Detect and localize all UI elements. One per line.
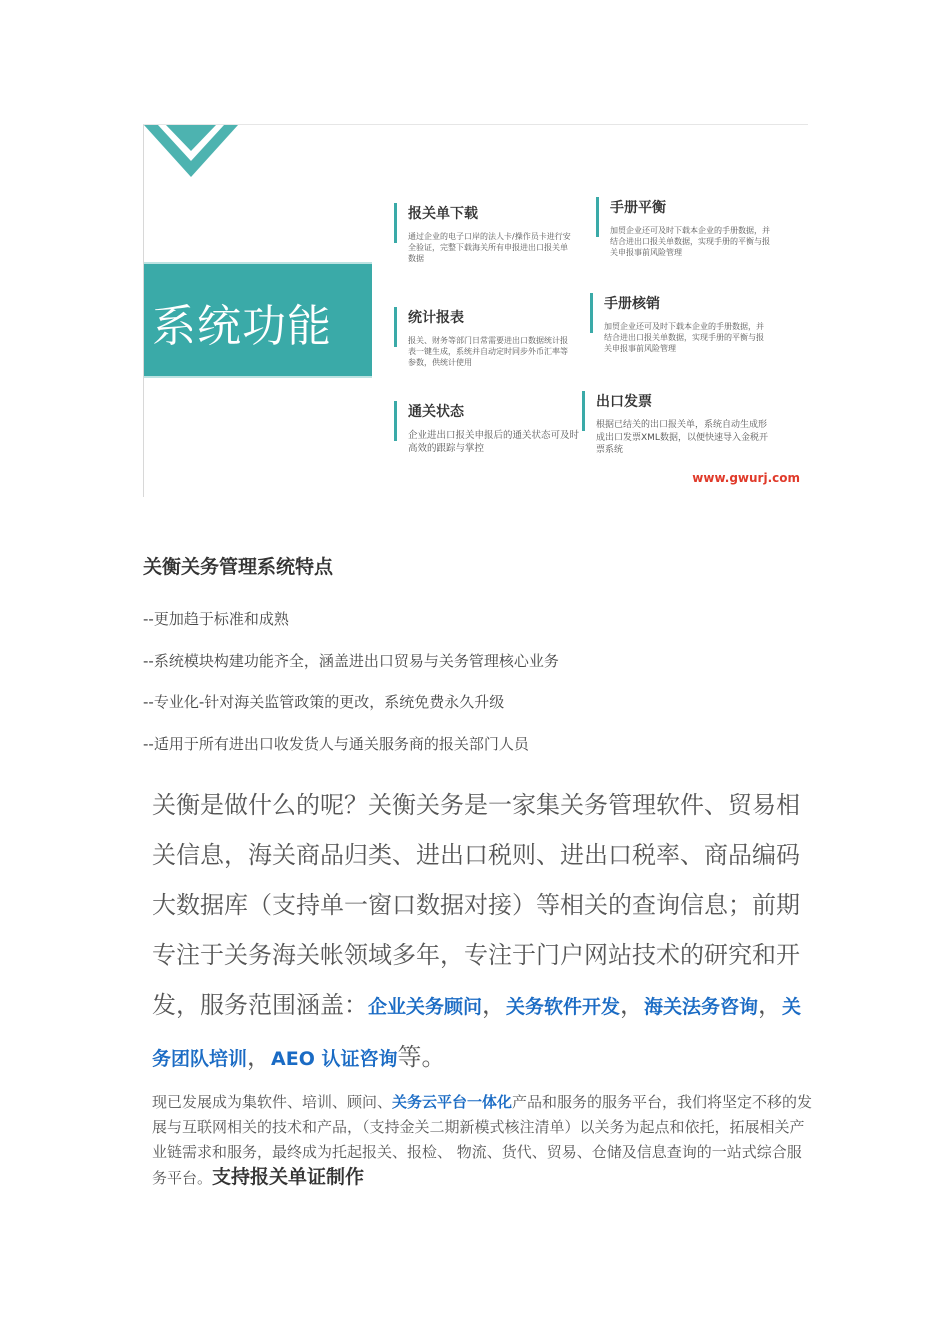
feature-heading-band: [144, 262, 372, 378]
list-item: --系统模块构建功能齐全，涵盖进出口贸易与关务管理核心业务: [143, 651, 559, 670]
separator: ，: [247, 1043, 272, 1071]
separator: ，: [758, 991, 783, 1019]
list-item: --专业化-针对海关监管政策的更改，系统免费永久升级: [143, 693, 505, 711]
service-link-training[interactable]: 关务团队培训: [152, 996, 802, 1070]
chevron-down-icon: [144, 125, 238, 181]
section-title: 关衡关务管理系统特点: [143, 556, 334, 578]
feature-item-title: 报关单下载: [408, 206, 478, 222]
feature-item-desc: 企业进出口报关申报后的通关状态可及时高效的跟踪与掌控: [408, 430, 580, 454]
feature-heading: 系统功能: [152, 301, 332, 352]
service-link-software[interactable]: 关务软件开发: [506, 996, 621, 1018]
service-link-consulting[interactable]: 企业关务顾问: [368, 996, 483, 1018]
feature-item-title: 通关状态: [408, 404, 464, 420]
list-item: --适用于所有进出口收发货人与通关服务商的报关部门人员: [143, 734, 529, 753]
cloud-platform-link[interactable]: 关务云平台一体化: [392, 1093, 513, 1111]
company-paragraph: [152, 1090, 814, 1191]
feature-item-desc: 报关、财务等部门日常需要进出口数据统计报表一键生成，系统并自动定时同步外币汇率等参数，供统计使用: [408, 336, 568, 367]
feature-item-title: 出口发票: [596, 394, 652, 410]
intro-paragraph: [152, 780, 812, 1084]
accent-bar: [394, 203, 397, 243]
list-item: --更加趋于标准和成熟: [143, 610, 289, 628]
feature-item-desc: 根据已结关的出口报关单，系统自动生成形成出口发票XML数据，以便快速导入金税开票系统: [596, 420, 768, 455]
paragraph-strong: 支持报关单证制作: [212, 1166, 365, 1188]
feature-item-desc: 加贸企业还可及时下载本企业的手册数据，并结合进出口报关单数据，实现手册的平衡与报关申报事前风险管理: [610, 226, 770, 257]
feature-item-title: 手册核销: [604, 296, 660, 312]
paragraph-text: 现已发展成为集软件、培训、顾问、: [152, 1093, 393, 1111]
accent-bar: [394, 401, 397, 441]
feature-item-desc: 加贸企业还可及时下载本企业的手册数据，并结合进出口报关单数据，实现手册的平衡与报关申报事前风险管理: [604, 322, 764, 353]
intro-ending: 等。: [397, 1043, 446, 1071]
service-link-aeo[interactable]: AEO 认证咨询: [271, 1048, 398, 1070]
separator: ，: [482, 991, 507, 1019]
feature-bullet-list: [143, 608, 559, 774]
separator: ，: [620, 991, 645, 1019]
feature-image: [143, 124, 808, 497]
accent-bar: [590, 293, 593, 333]
paragraph-text: 产品和服务的服务平台，我们将坚定不移的发展与互联网相关的技术和产品，（支持金关二期新模式核注清单）以关务为起点和依托，拓展相关产业链需求和服务，最终成为托起报关、报检、 物流、货代、贸易、仓储及信息查询的一站式综合服务平台。: [152, 1093, 813, 1187]
accent-bar: [582, 391, 585, 431]
accent-bar: [596, 197, 599, 237]
feature-item-title: 手册平衡: [610, 200, 666, 216]
accent-bar: [394, 307, 397, 347]
feature-item-desc: 通过企业的电子口岸的法人卡/操作员卡进行安全验证，完整下载海关所有申报进出口报关单数据: [408, 232, 571, 263]
service-link-legal[interactable]: 海关法务咨询: [644, 996, 759, 1018]
watermark: www.gwurj.com: [692, 471, 800, 485]
intro-text: 关衡是做什么的呢？关衡关务是一家集关务管理软件、贸易相关信息，海关商品归类、进出口税则、进出口税率、商品编码大数据库（支持单一窗口数据对接）等相关的查询信息；前期专注于关务海关帐领域多年，专注于门户网站技术的研究和开发，服务范围涵盖：: [152, 791, 800, 1019]
feature-item-title: 统计报表: [408, 310, 464, 326]
